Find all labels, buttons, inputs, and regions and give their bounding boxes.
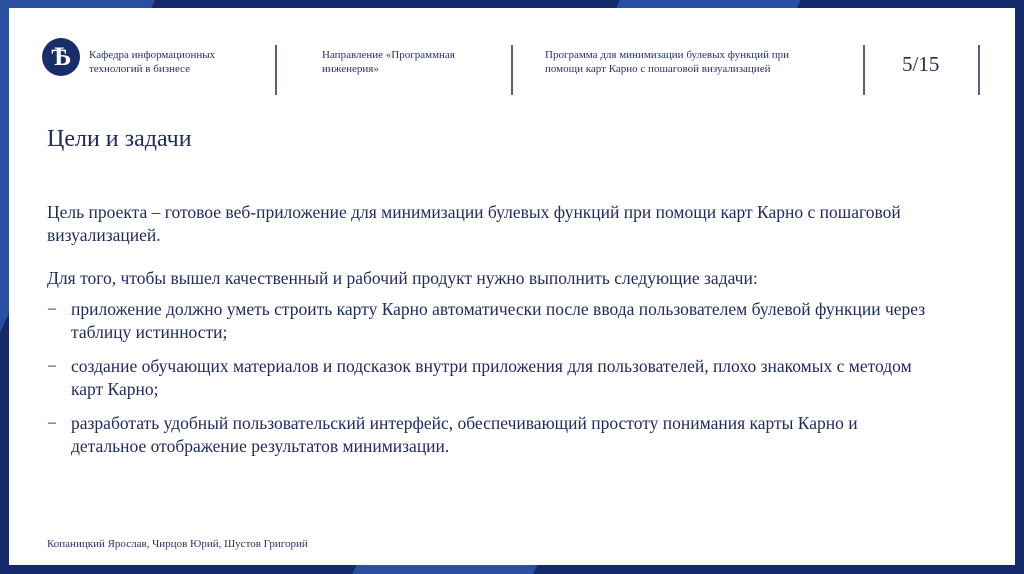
list-item [47, 412, 927, 458]
university-logo: Ѣ [42, 38, 80, 76]
tasks-intro: Для того, чтобы вышел качественный и рабочий продукт нужно выполнить следующие задачи: [47, 268, 758, 288]
page-number: 5/15 [902, 52, 940, 76]
task-text: разработать удобный пользовательский интерфейс, обеспечивающий простоту понимания карты Карно и детальное отображение результатов минимизации. [71, 413, 858, 456]
slide-body [47, 201, 927, 469]
header-divider [978, 45, 980, 95]
slide [9, 8, 1015, 565]
task-list [47, 298, 927, 458]
list-item [47, 355, 927, 401]
header-project: Программа для минимизации булевых функций при помощи карт Карно с пошаговой визуализацией [545, 49, 789, 75]
slide-title: Цели и задачи [47, 126, 192, 152]
footer-authors: Копаницкий Ярослав, Чирцов Юрий, Шустов Григорий [47, 538, 308, 550]
header-divider [511, 45, 513, 95]
header-department: Кафедра информационных технологий в бизнесе [89, 49, 216, 75]
task-text: приложение должно уметь строить карту Карно автоматически после ввода пользователем булевой функции через таблицу истинности; [71, 299, 926, 342]
header-divider [275, 45, 277, 95]
project-goal: Цель проекта – готовое веб-приложение для минимизации булевых функций при помощи карт Карно с пошаговой визуализацией. [47, 202, 901, 245]
dash-bullet-icon: − [47, 356, 57, 376]
header-divider [863, 45, 865, 95]
header-direction: Направление «Программная инженерия» [322, 49, 455, 75]
list-item [47, 298, 927, 344]
dash-bullet-icon: − [47, 413, 57, 433]
dash-bullet-icon: − [47, 299, 57, 319]
task-text: создание обучающих материалов и подсказок внутри приложения для пользователей, плохо знакомых с методом карт Карно; [71, 356, 912, 399]
